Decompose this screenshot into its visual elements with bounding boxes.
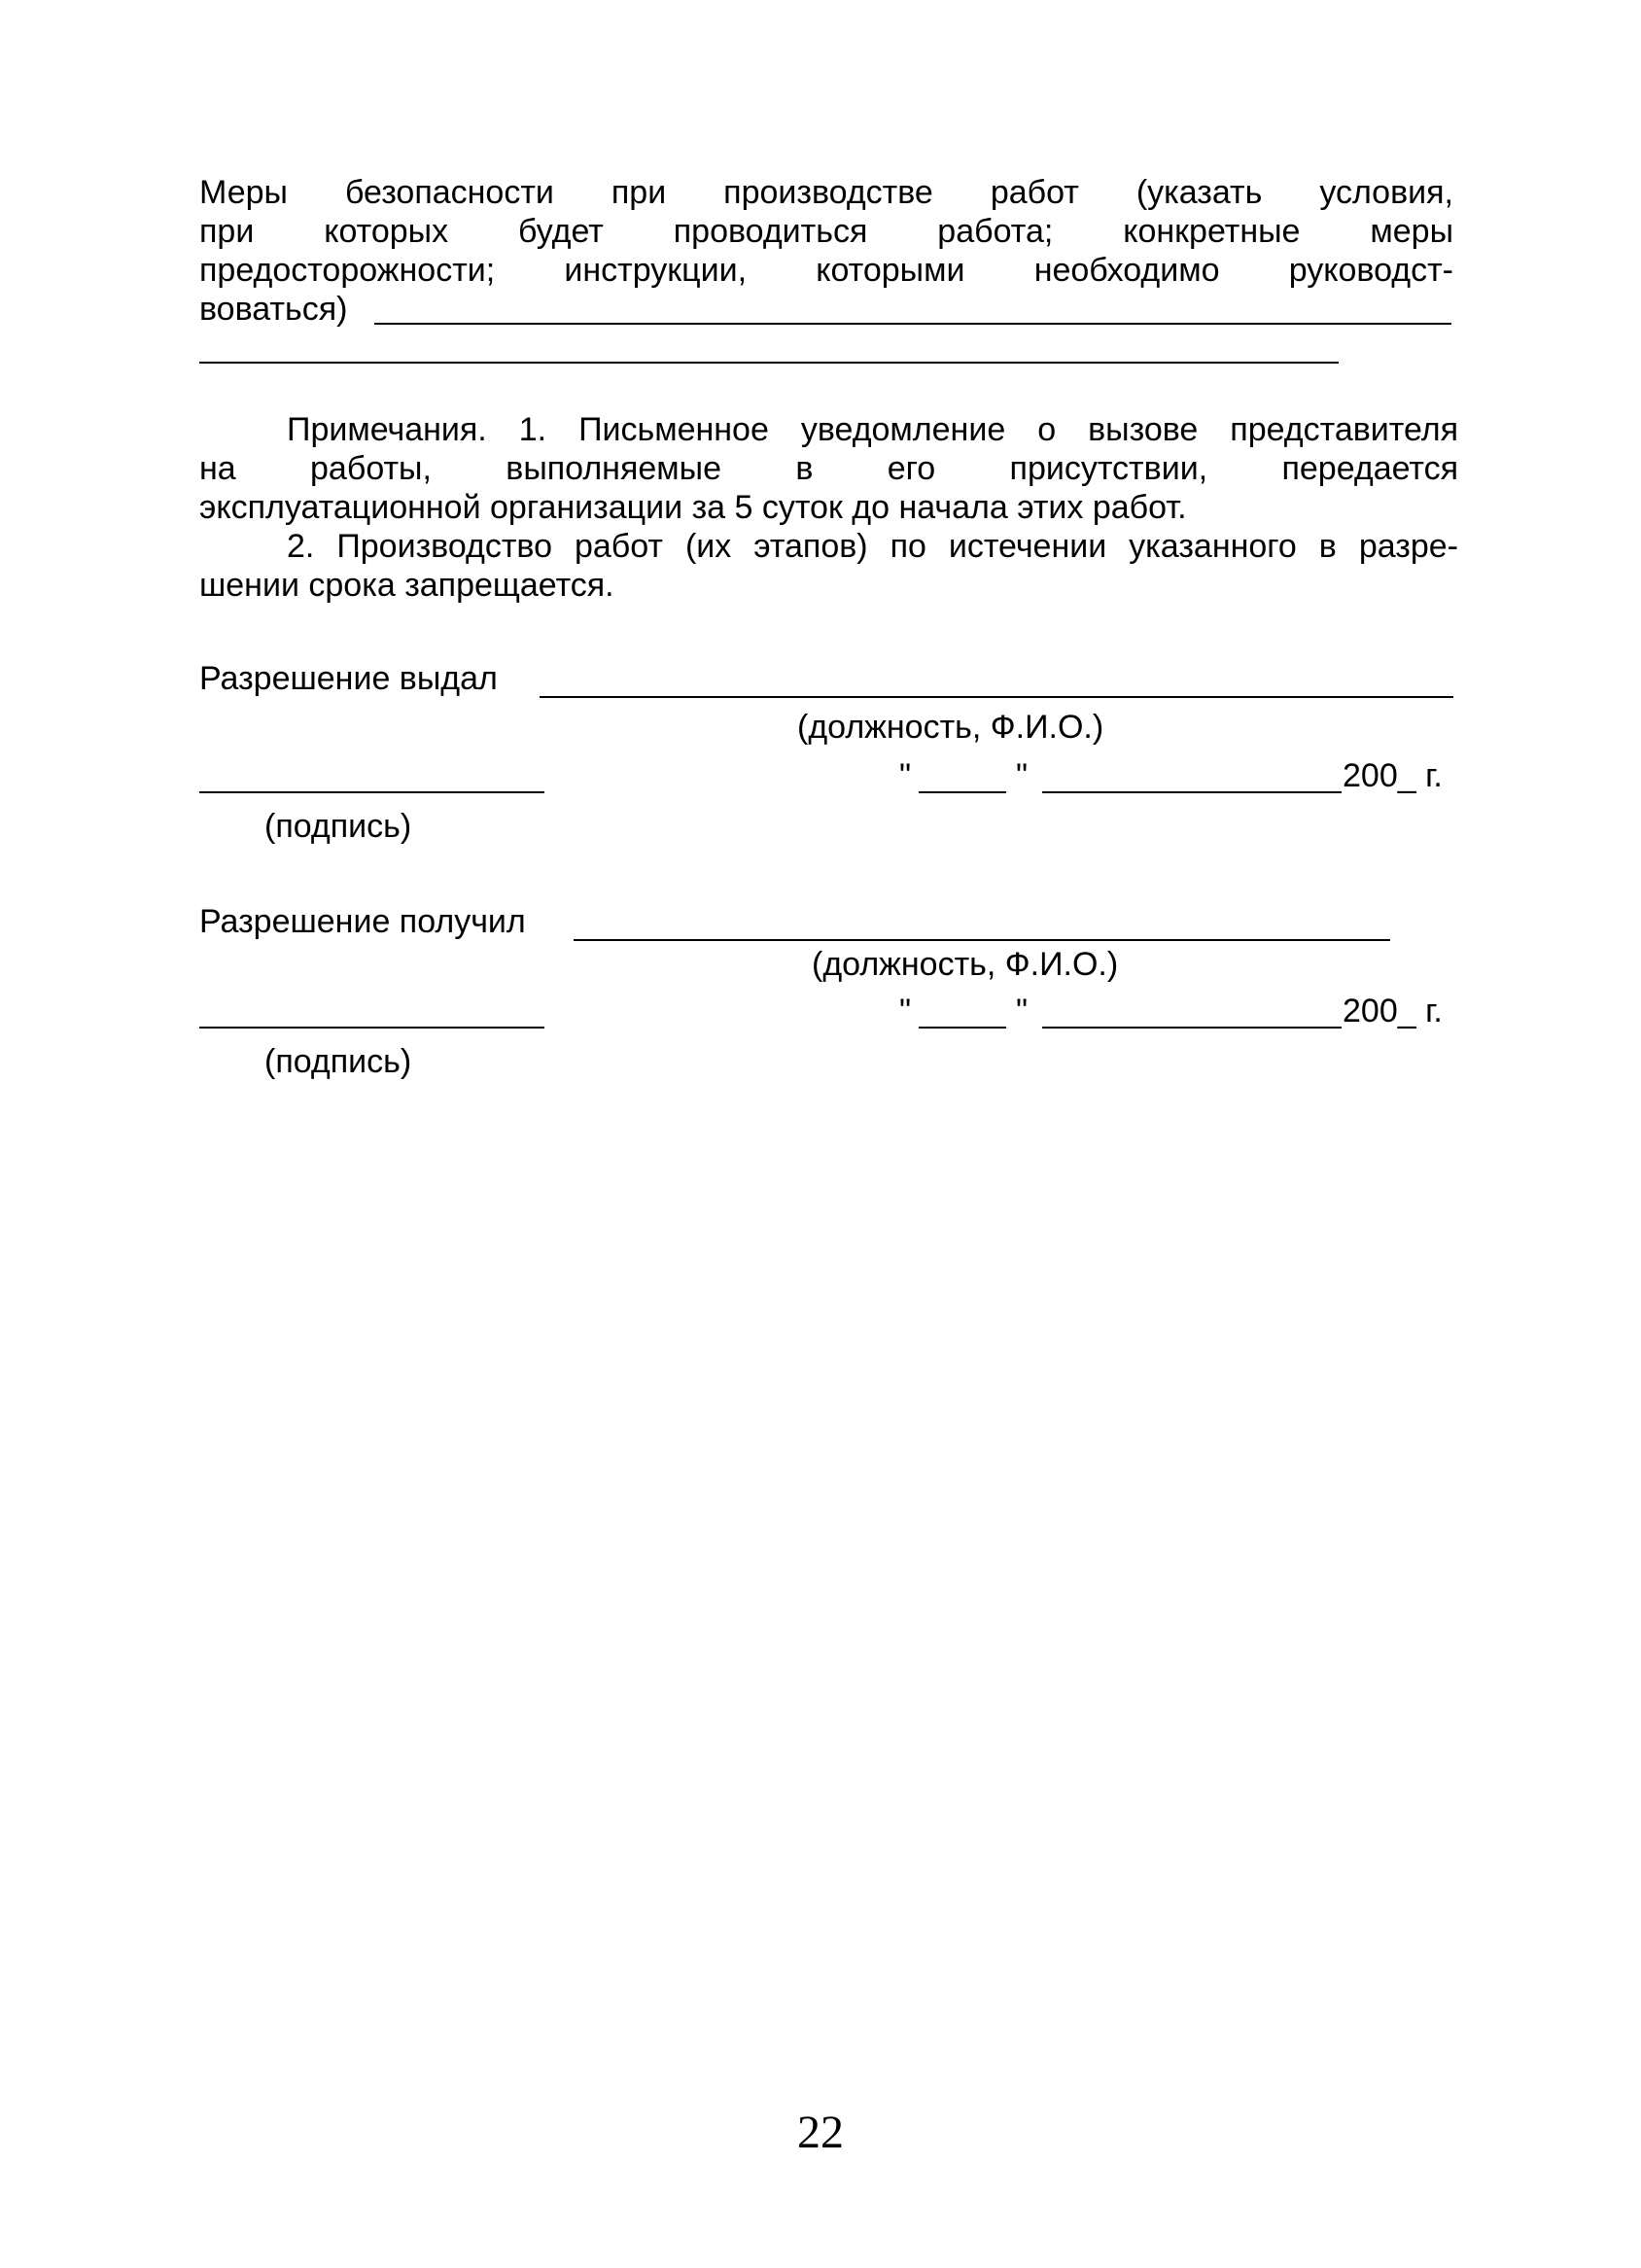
- received-day-line[interactable]: [919, 1027, 1006, 1029]
- safety-text-line-4: воваться): [199, 291, 348, 328]
- safety-text-line-3: предосторожности; инструкции, которыми необходимо руководст-: [199, 252, 1453, 289]
- issued-signature-line[interactable]: [199, 791, 544, 793]
- note-2-line-2: шении срока запрещается.: [199, 567, 614, 604]
- received-label: Разрешение получил: [199, 903, 526, 940]
- received-quote-open: ": [899, 993, 912, 1029]
- safety-fill-line-1[interactable]: [374, 323, 1451, 325]
- received-position-line[interactable]: [574, 939, 1390, 941]
- issued-quote-open: ": [899, 757, 912, 794]
- note-2-line-1: 2. Производство работ (их этапов) по истечении указанного в разре-: [287, 528, 1458, 565]
- received-year: 200_ г.: [1343, 993, 1443, 1029]
- received-month-line[interactable]: [1042, 1027, 1342, 1029]
- issued-month-line[interactable]: [1042, 791, 1342, 793]
- safety-text-line-2: при которых будет проводиться работа; конкретные меры: [199, 213, 1453, 250]
- note-1-line-1: Примечания. 1. Письменное уведомление о вызове представителя: [287, 411, 1458, 448]
- issued-day-line[interactable]: [919, 791, 1006, 793]
- received-signature-caption: (подпись): [264, 1043, 412, 1080]
- page-number: 22: [797, 2107, 844, 2158]
- received-signature-line[interactable]: [199, 1027, 544, 1029]
- issued-position-line[interactable]: [540, 696, 1453, 698]
- issued-year: 200_ г.: [1343, 757, 1443, 794]
- received-quote-close: ": [1016, 993, 1029, 1029]
- issued-label: Разрешение выдал: [199, 660, 498, 697]
- received-position-caption: (должность, Ф.И.О.): [812, 946, 1119, 983]
- issued-position-caption: (должность, Ф.И.О.): [797, 709, 1104, 746]
- note-1-line-3: эксплуатационной организации за 5 суток до начала этих работ.: [199, 489, 1187, 526]
- note-1-line-2: на работы, выполняемые в его присутствии, передается: [199, 450, 1458, 487]
- safety-text-line-1: Меры безопасности при производстве работ (указать условия,: [199, 174, 1453, 211]
- issued-signature-caption: (подпись): [264, 808, 412, 845]
- safety-fill-line-2[interactable]: [199, 362, 1339, 364]
- issued-quote-close: ": [1016, 757, 1029, 794]
